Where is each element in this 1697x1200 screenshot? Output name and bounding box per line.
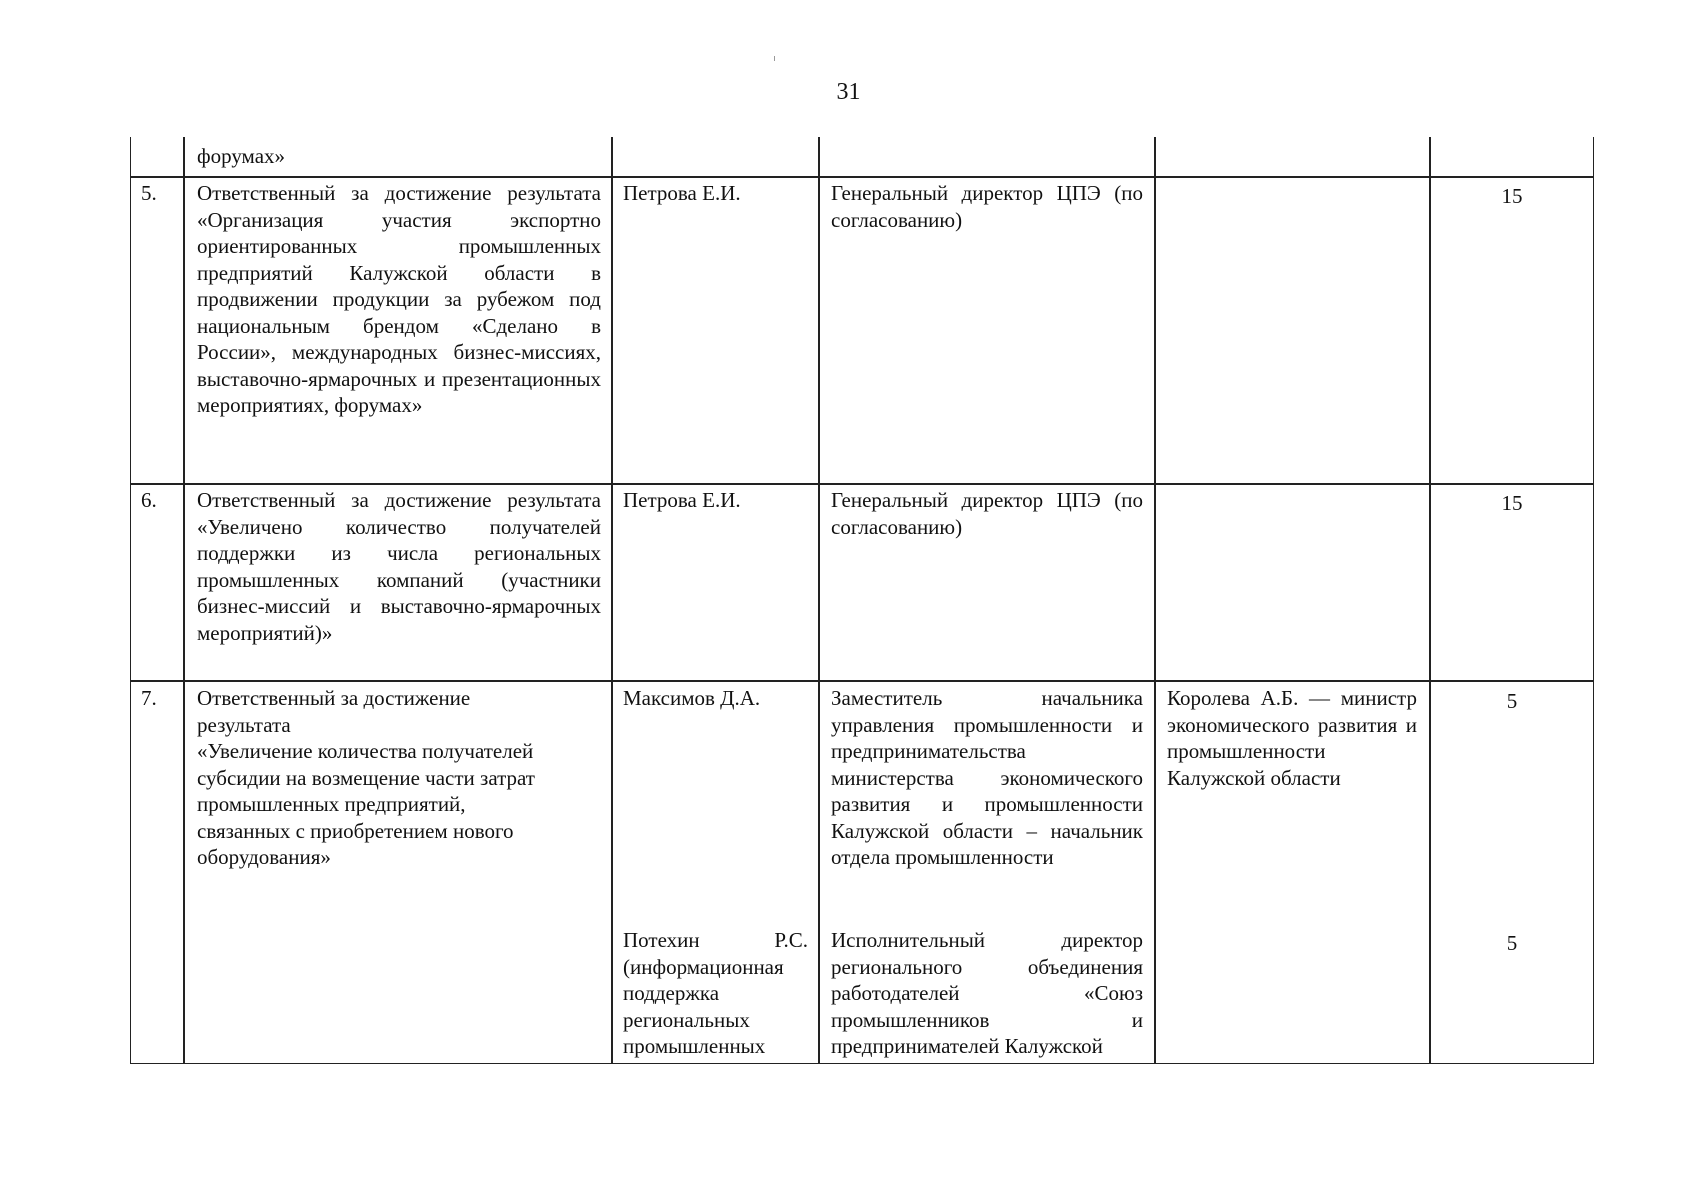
page-number: 31 bbox=[836, 79, 861, 105]
position-cell: Генеральный директор ЦПЭ (по согласованию) bbox=[831, 181, 1143, 232]
row-number: 5. bbox=[141, 181, 157, 205]
row-divider bbox=[131, 176, 1593, 178]
column-divider bbox=[611, 137, 613, 1063]
responsibility-table bbox=[130, 137, 1594, 1064]
responsible-person: Максимов Д.А. bbox=[623, 686, 761, 710]
position-cell: Заместитель начальника управления промышленности и предпринимательства министерства экономического развития и промышленности Калужской области – начальник отдела промышленности bbox=[831, 686, 1143, 869]
row-number: 6. bbox=[141, 488, 157, 512]
value-cell: 15 bbox=[1501, 184, 1523, 208]
result-cell: Ответственный за достижение результата «Организация участия экспортно ориентированных промышленных предприятий Калужской области в продвижении продукции за рубежом под национальным брендом «Сделано в России», международных бизнес-миссиях, выставочно-ярмарочных и презентационных мероприятиях, форумах» bbox=[197, 181, 601, 417]
responsible-person: Потехин Р.С. (информационная поддержка региональных промышленных bbox=[623, 928, 808, 1058]
position-cell: Исполнительный директор регионального объединения работодателей «Союз промышленников и предпринимателей Калужской bbox=[831, 928, 1143, 1058]
position-cell: Генеральный директор ЦПЭ (по согласованию) bbox=[831, 488, 1143, 539]
column-divider bbox=[1154, 137, 1156, 1063]
value-cell: 15 bbox=[1501, 491, 1523, 515]
row-divider bbox=[131, 680, 1593, 682]
result-cell: Ответственный за достижение результата «Увеличено количество получателей поддержки из числа региональных промышленных компаний (участники бизнес-миссий и выставочно-ярмарочных мероприятий)» bbox=[197, 488, 601, 645]
responsible-person: Петрова Е.И. bbox=[623, 181, 741, 205]
result-cell: форумах» bbox=[197, 144, 286, 168]
scan-mark bbox=[774, 56, 775, 61]
supervisor-cell: Королева А.Б. — министр экономического развития и промышленности Калужской области bbox=[1167, 686, 1417, 790]
row-divider bbox=[131, 483, 1593, 485]
responsible-person: Петрова Е.И. bbox=[623, 488, 741, 512]
column-divider bbox=[818, 137, 820, 1063]
result-cell: Ответственный за достижение результата «Увеличение количества получателей субсидии на возмещение части затрат промышленных предприятий, связанных с приобретением нового оборудования» bbox=[197, 686, 535, 869]
value-cell: 5 bbox=[1506, 931, 1518, 955]
column-divider bbox=[1429, 137, 1431, 1063]
column-divider bbox=[183, 137, 185, 1063]
row-number: 7. bbox=[141, 686, 157, 710]
value-cell: 5 bbox=[1506, 689, 1518, 713]
